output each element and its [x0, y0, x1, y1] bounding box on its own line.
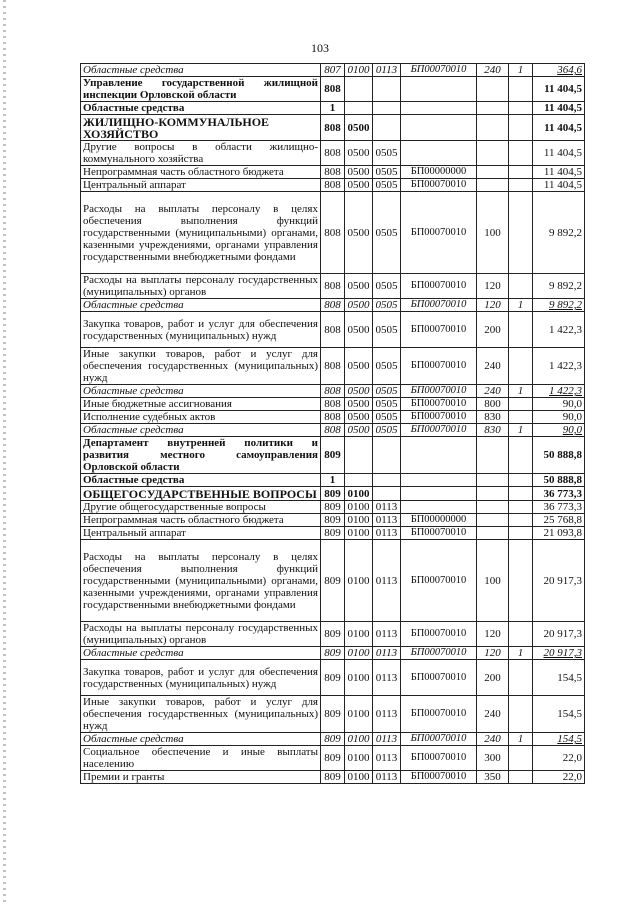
funding-source-cell [509, 746, 533, 771]
section-code-cell: 0500 [345, 179, 373, 192]
target-article-cell: БП00000000 [401, 514, 477, 527]
item-name-cell: Иные закупки товаров, работ и услуг для обеспечения государственных (муниципальных) нужд [81, 348, 321, 385]
funding-source-cell [509, 487, 533, 501]
amount-cell: 364,6 [533, 64, 585, 77]
amount-cell: 9 892,2 [533, 274, 585, 299]
ministry-code-cell: 809 [321, 487, 345, 501]
funding-source-cell [509, 179, 533, 192]
target-article-cell: БП00070010 [401, 192, 477, 274]
target-article-cell: БП00070010 [401, 398, 477, 411]
expense-type-cell [477, 514, 509, 527]
section-code-cell [345, 437, 373, 474]
section-code-cell: 0500 [345, 424, 373, 437]
target-article-cell: БП00070010 [401, 527, 477, 540]
item-name-cell: Расходы на выплаты персоналу государственных (муниципальных) органов [81, 622, 321, 647]
amount-cell: 90,0 [533, 398, 585, 411]
section-code-cell: 0500 [345, 398, 373, 411]
expense-type-cell: 120 [477, 299, 509, 312]
amount-cell: 11 404,5 [533, 77, 585, 102]
amount-cell: 20 917,3 [533, 622, 585, 647]
subsection-code-cell: 0505 [373, 424, 401, 437]
target-article-cell: БП00070010 [401, 299, 477, 312]
subsection-code-cell: 0113 [373, 733, 401, 746]
funding-source-cell [509, 274, 533, 299]
ministry-code-cell: 808 [321, 411, 345, 424]
funding-source-cell [509, 312, 533, 348]
ministry-code-cell: 808 [321, 166, 345, 179]
section-code-cell: 0100 [345, 64, 373, 77]
item-name-cell: Закупка товаров, работ и услуг для обеспечения государственных (муниципальных) нужд [81, 660, 321, 696]
amount-cell: 22,0 [533, 771, 585, 784]
target-article-cell: БП00070010 [401, 312, 477, 348]
subsection-code-cell: 0113 [373, 527, 401, 540]
item-name-cell: Другие вопросы в области жилищно-коммунального хозяйства [81, 141, 321, 166]
ministry-code-cell: 809 [321, 746, 345, 771]
table-row [81, 437, 585, 474]
item-name-cell: Областные средства [81, 424, 321, 437]
subsection-code-cell: 0505 [373, 179, 401, 192]
ministry-code-cell: 807 [321, 64, 345, 77]
expense-type-cell: 120 [477, 622, 509, 647]
subsection-code-cell: 0505 [373, 348, 401, 385]
amount-cell: 50 888,8 [533, 437, 585, 474]
subsection-code-cell: 0113 [373, 771, 401, 784]
amount-cell: 11 404,5 [533, 115, 585, 141]
item-name-cell: Областные средства [81, 647, 321, 660]
expense-type-cell [477, 115, 509, 141]
expense-type-cell: 120 [477, 274, 509, 299]
expense-type-cell [477, 77, 509, 102]
amount-cell: 11 404,5 [533, 102, 585, 115]
ministry-code-cell: 809 [321, 696, 345, 733]
table-row [81, 166, 585, 179]
expense-type-cell: 240 [477, 733, 509, 746]
target-article-cell: БП00000000 [401, 166, 477, 179]
item-name-cell: Областные средства [81, 64, 321, 77]
ministry-code-cell: 808 [321, 274, 345, 299]
section-code-cell: 0100 [345, 660, 373, 696]
target-article-cell: БП00070010 [401, 540, 477, 622]
section-code-cell: 0100 [345, 647, 373, 660]
table-row [81, 102, 585, 115]
target-article-cell: БП00070010 [401, 348, 477, 385]
target-article-cell: БП00070010 [401, 696, 477, 733]
amount-cell: 1 422,3 [533, 348, 585, 385]
expense-type-cell: 240 [477, 348, 509, 385]
expense-type-cell: 300 [477, 746, 509, 771]
target-article-cell: БП00070010 [401, 771, 477, 784]
amount-cell: 154,5 [533, 660, 585, 696]
target-article-cell [401, 77, 477, 102]
funding-source-cell [509, 771, 533, 784]
subsection-code-cell: 0505 [373, 411, 401, 424]
target-article-cell: БП00070010 [401, 746, 477, 771]
funding-source-cell [509, 166, 533, 179]
section-code-cell: 0500 [345, 299, 373, 312]
subsection-code-cell: 0113 [373, 64, 401, 77]
expense-type-cell: 100 [477, 540, 509, 622]
amount-cell: 50 888,8 [533, 474, 585, 487]
expense-type-cell: 830 [477, 424, 509, 437]
section-code-cell: 0500 [345, 385, 373, 398]
expense-type-cell: 350 [477, 771, 509, 784]
target-article-cell: БП00070010 [401, 274, 477, 299]
subsection-code-cell: 0113 [373, 501, 401, 514]
funding-source-cell [509, 411, 533, 424]
section-code-cell: 0500 [345, 141, 373, 166]
expense-type-cell: 240 [477, 64, 509, 77]
expense-type-cell: 120 [477, 647, 509, 660]
amount-cell: 20 917,3 [533, 540, 585, 622]
subsection-code-cell: 0505 [373, 299, 401, 312]
table-row [81, 348, 585, 385]
amount-cell: 36 773,3 [533, 487, 585, 501]
item-name-cell: ОБЩЕГОСУДАРСТВЕННЫЕ ВОПРОСЫ [81, 487, 321, 501]
item-name-cell: Центральный аппарат [81, 179, 321, 192]
item-name-cell: Управление государственной жилищной инспекции Орловской области [81, 77, 321, 102]
amount-cell: 25 768,8 [533, 514, 585, 527]
subsection-code-cell: 0505 [373, 312, 401, 348]
funding-source-cell [509, 514, 533, 527]
section-code-cell: 0500 [345, 166, 373, 179]
item-name-cell: Закупка товаров, работ и услуг для обеспечения государственных (муниципальных) нужд [81, 312, 321, 348]
subsection-code-cell: 0505 [373, 141, 401, 166]
item-name-cell: Центральный аппарат [81, 527, 321, 540]
ministry-code-cell: 808 [321, 424, 345, 437]
ministry-code-cell: 808 [321, 192, 345, 274]
ministry-code-cell: 808 [321, 398, 345, 411]
subsection-code-cell: 0113 [373, 647, 401, 660]
table-row [81, 527, 585, 540]
table-row [81, 501, 585, 514]
target-article-cell [401, 437, 477, 474]
section-code-cell: 0100 [345, 540, 373, 622]
funding-source-cell [509, 527, 533, 540]
item-name-cell: Социальное обеспечение и иные выплаты населению [81, 746, 321, 771]
target-article-cell: БП00070010 [401, 647, 477, 660]
target-article-cell: БП00070010 [401, 733, 477, 746]
amount-cell: 154,5 [533, 733, 585, 746]
table-row [81, 771, 585, 784]
amount-cell: 9 892,2 [533, 299, 585, 312]
funding-source-cell [509, 77, 533, 102]
expense-type-cell [477, 474, 509, 487]
funding-source-cell [509, 660, 533, 696]
subsection-code-cell: 0113 [373, 514, 401, 527]
target-article-cell: БП00070010 [401, 411, 477, 424]
table-row [81, 746, 585, 771]
amount-cell: 21 093,8 [533, 527, 585, 540]
section-code-cell: 0100 [345, 622, 373, 647]
subsection-code-cell: 0505 [373, 192, 401, 274]
table-row [81, 411, 585, 424]
expense-type-cell: 240 [477, 696, 509, 733]
item-name-cell: Областные средства [81, 733, 321, 746]
budget-table [80, 63, 585, 784]
table-row [81, 64, 585, 77]
subsection-code-cell: 0505 [373, 166, 401, 179]
funding-source-cell [509, 192, 533, 274]
item-name-cell: Расходы на выплаты персоналу в целях обеспечения выполнения функций государственными (муниципальными) органами, казенными учреждениями, органами управления государственными внебюджетными фондами [81, 192, 321, 274]
expense-type-cell [477, 487, 509, 501]
table-row [81, 385, 585, 398]
amount-cell: 11 404,5 [533, 179, 585, 192]
subsection-code-cell: 0113 [373, 746, 401, 771]
funding-source-cell [509, 141, 533, 166]
target-article-cell [401, 102, 477, 115]
target-article-cell: БП00070010 [401, 660, 477, 696]
expense-type-cell [477, 437, 509, 474]
table-row [81, 179, 585, 192]
table-row [81, 424, 585, 437]
target-article-cell: БП00070010 [401, 179, 477, 192]
funding-source-cell: 1 [509, 299, 533, 312]
table-row [81, 274, 585, 299]
page-number: 103 [311, 41, 329, 55]
ministry-code-cell: 809 [321, 540, 345, 622]
ministry-code-cell: 809 [321, 501, 345, 514]
amount-cell: 1 422,3 [533, 385, 585, 398]
expense-type-cell: 100 [477, 192, 509, 274]
subsection-code-cell [373, 474, 401, 487]
ministry-code-cell: 809 [321, 437, 345, 474]
ministry-code-cell: 808 [321, 385, 345, 398]
ministry-code-cell: 1 [321, 474, 345, 487]
table-row [81, 192, 585, 274]
funding-source-cell: 1 [509, 733, 533, 746]
ministry-code-cell: 809 [321, 527, 345, 540]
table-row [81, 514, 585, 527]
funding-source-cell [509, 437, 533, 474]
target-article-cell [401, 141, 477, 166]
item-name-cell: Областные средства [81, 299, 321, 312]
ministry-code-cell: 809 [321, 514, 345, 527]
target-article-cell: БП00070010 [401, 64, 477, 77]
section-code-cell: 0500 [345, 411, 373, 424]
item-name-cell: Департамент внутренней политики и развития местного самоуправления Орловской области [81, 437, 321, 474]
section-code-cell: 0500 [345, 115, 373, 141]
expense-type-cell: 830 [477, 411, 509, 424]
table-row [81, 660, 585, 696]
ministry-code-cell: 808 [321, 115, 345, 141]
subsection-code-cell [373, 487, 401, 501]
subsection-code-cell: 0113 [373, 696, 401, 733]
item-name-cell: Иные закупки товаров, работ и услуг для обеспечения государственных (муниципальных) нужд [81, 696, 321, 733]
amount-cell: 154,5 [533, 696, 585, 733]
expense-type-cell [477, 179, 509, 192]
subsection-code-cell: 0505 [373, 398, 401, 411]
table-row [81, 647, 585, 660]
table-row [81, 622, 585, 647]
amount-cell: 36 773,3 [533, 501, 585, 514]
amount-cell: 20 917,3 [533, 647, 585, 660]
target-article-cell [401, 474, 477, 487]
funding-source-cell: 1 [509, 64, 533, 77]
item-name-cell: Исполнение судебных актов [81, 411, 321, 424]
expense-type-cell: 200 [477, 312, 509, 348]
expense-type-cell: 200 [477, 660, 509, 696]
section-code-cell: 0100 [345, 527, 373, 540]
section-code-cell: 0100 [345, 746, 373, 771]
section-code-cell: 0500 [345, 312, 373, 348]
section-code-cell [345, 474, 373, 487]
amount-cell: 90,0 [533, 424, 585, 437]
item-name-cell: Другие общегосударственные вопросы [81, 501, 321, 514]
item-name-cell: Непрограммная часть областного бюджета [81, 514, 321, 527]
table-row [81, 115, 585, 141]
ministry-code-cell: 808 [321, 141, 345, 166]
funding-source-cell [509, 696, 533, 733]
subsection-code-cell: 0505 [373, 385, 401, 398]
item-name-cell: Непрограммная часть областного бюджета [81, 166, 321, 179]
table-row [81, 299, 585, 312]
subsection-code-cell [373, 115, 401, 141]
amount-cell: 22,0 [533, 746, 585, 771]
item-name-cell: Расходы на выплаты персоналу в целях обеспечения выполнения функций государственными (муниципальными) органами, казенными учреждениями, органами управления государственными внебюджетными фондами [81, 540, 321, 622]
ministry-code-cell: 809 [321, 733, 345, 746]
section-code-cell: 0500 [345, 348, 373, 385]
subsection-code-cell: 0505 [373, 274, 401, 299]
budget-table-body [81, 64, 585, 784]
section-code-cell: 0100 [345, 501, 373, 514]
funding-source-cell [509, 622, 533, 647]
item-name-cell: Премии и гранты [81, 771, 321, 784]
subsection-code-cell [373, 77, 401, 102]
funding-source-cell: 1 [509, 385, 533, 398]
table-row [81, 474, 585, 487]
ministry-code-cell: 809 [321, 622, 345, 647]
table-row [81, 696, 585, 733]
section-code-cell: 0500 [345, 192, 373, 274]
target-article-cell [401, 487, 477, 501]
funding-source-cell [509, 102, 533, 115]
ministry-code-cell: 809 [321, 660, 345, 696]
item-name-cell: Областные средства [81, 385, 321, 398]
item-name-cell: Областные средства [81, 474, 321, 487]
subsection-code-cell [373, 102, 401, 115]
scan-edge-marks [3, 0, 6, 905]
expense-type-cell: 800 [477, 398, 509, 411]
funding-source-cell [509, 115, 533, 141]
target-article-cell [401, 115, 477, 141]
target-article-cell [401, 501, 477, 514]
ministry-code-cell: 808 [321, 179, 345, 192]
subsection-code-cell [373, 437, 401, 474]
expense-type-cell [477, 527, 509, 540]
section-code-cell [345, 102, 373, 115]
funding-source-cell [509, 540, 533, 622]
table-row [81, 733, 585, 746]
section-code-cell: 0100 [345, 696, 373, 733]
subsection-code-cell: 0113 [373, 660, 401, 696]
section-code-cell [345, 77, 373, 102]
target-article-cell: БП00070010 [401, 622, 477, 647]
amount-cell: 11 404,5 [533, 166, 585, 179]
expense-type-cell: 240 [477, 385, 509, 398]
ministry-code-cell: 808 [321, 348, 345, 385]
ministry-code-cell: 809 [321, 647, 345, 660]
ministry-code-cell: 1 [321, 102, 345, 115]
section-code-cell: 0100 [345, 487, 373, 501]
funding-source-cell [509, 348, 533, 385]
table-row [81, 540, 585, 622]
subsection-code-cell: 0113 [373, 540, 401, 622]
funding-source-cell: 1 [509, 424, 533, 437]
ministry-code-cell: 808 [321, 312, 345, 348]
table-row [81, 487, 585, 501]
expense-type-cell [477, 141, 509, 166]
table-row [81, 77, 585, 102]
ministry-code-cell: 808 [321, 299, 345, 312]
amount-cell: 9 892,2 [533, 192, 585, 274]
ministry-code-cell: 808 [321, 77, 345, 102]
funding-source-cell [509, 501, 533, 514]
ministry-code-cell: 809 [321, 771, 345, 784]
funding-source-cell: 1 [509, 647, 533, 660]
section-code-cell: 0100 [345, 514, 373, 527]
subsection-code-cell: 0113 [373, 622, 401, 647]
expense-type-cell [477, 501, 509, 514]
amount-cell: 1 422,3 [533, 312, 585, 348]
funding-source-cell [509, 474, 533, 487]
section-code-cell: 0500 [345, 274, 373, 299]
item-name-cell: ЖИЛИЩНО-КОММУНАЛЬНОЕ ХОЗЯЙСТВО [81, 115, 321, 141]
item-name-cell: Расходы на выплаты персоналу государственных (муниципальных) органов [81, 274, 321, 299]
target-article-cell: БП00070010 [401, 424, 477, 437]
amount-cell: 90,0 [533, 411, 585, 424]
amount-cell: 11 404,5 [533, 141, 585, 166]
item-name-cell: Иные бюджетные ассигнования [81, 398, 321, 411]
target-article-cell: БП00070010 [401, 385, 477, 398]
expense-type-cell [477, 102, 509, 115]
table-row [81, 141, 585, 166]
section-code-cell: 0100 [345, 771, 373, 784]
table-row [81, 398, 585, 411]
expense-type-cell [477, 166, 509, 179]
table-row [81, 312, 585, 348]
section-code-cell: 0100 [345, 733, 373, 746]
item-name-cell: Областные средства [81, 102, 321, 115]
funding-source-cell [509, 398, 533, 411]
